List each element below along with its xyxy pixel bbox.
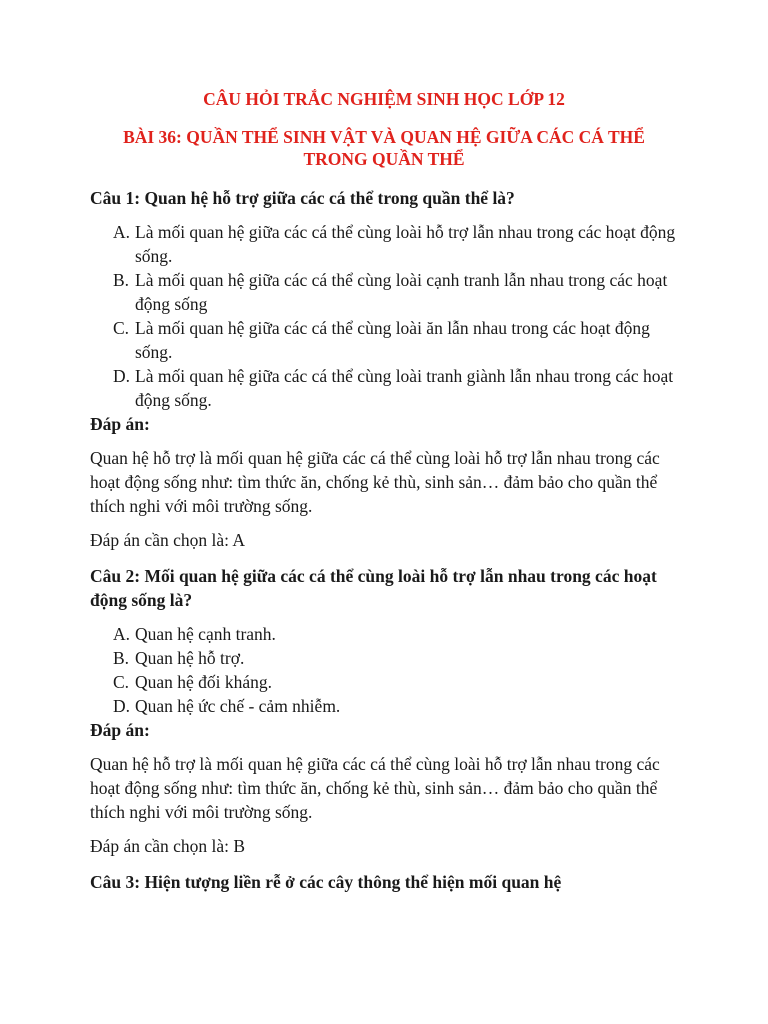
question-2-option-b <box>90 646 678 670</box>
question-1-answer-label: Đáp án: <box>90 414 150 434</box>
document-title: CÂU HỎI TRẮC NGHIỆM SINH HỌC LỚP 12 <box>203 89 565 109</box>
question-1-option-b <box>90 268 678 316</box>
question-2-label: Câu 2: Mối quan hệ giữa các cá thể cùng loài hỗ trợ lẫn nhau trong các hoạt động sống là? <box>90 566 657 610</box>
option-letter: B. <box>113 648 130 668</box>
option-text: Là mối quan hệ giữa các cá thể cùng loài tranh giành lẫn nhau trong các hoạt động sống. <box>135 366 674 410</box>
option-letter: A. <box>113 624 131 644</box>
option-text: Quan hệ ức chế - cảm nhiễm. <box>135 696 341 716</box>
question-2-option-a <box>90 622 678 646</box>
option-letter: B. <box>113 270 130 290</box>
option-text: Là mối quan hệ giữa các cá thể cùng loài cạnh tranh lẫn nhau trong các hoạt động sống <box>135 270 668 314</box>
option-letter: C. <box>113 672 130 692</box>
option-letter: A. <box>113 222 131 242</box>
question-1-option-c <box>90 316 678 364</box>
question-2-explanation: Quan hệ hỗ trợ là mối quan hệ giữa các cá thể cùng loài hỗ trợ lẫn nhau trong các hoạt động sống như: tìm thức ăn, chống kẻ thù, sinh sản… đảm bảo cho quần thể thích nghi với môi trường sống. <box>90 754 660 822</box>
option-text: Quan hệ cạnh tranh. <box>135 624 276 644</box>
lesson-title: BÀI 36: QUẦN THỂ SINH VẬT VÀ QUAN HỆ GIỮA CÁC CÁ THỂ TRONG QUẦN THỂ <box>123 127 645 169</box>
question-2-option-d <box>90 694 678 718</box>
question-1-option-a <box>90 220 678 268</box>
question-2-choice: Đáp án cần chọn là: B <box>90 836 246 856</box>
question-2-options <box>90 622 678 718</box>
option-text: Là mối quan hệ giữa các cá thể cùng loài hỗ trợ lẫn nhau trong các hoạt động sống. <box>135 222 676 266</box>
question-2-answer-label: Đáp án: <box>90 720 150 740</box>
question-3-label: Câu 3: Hiện tượng liền rễ ở các cây thông thể hiện mối quan hệ <box>90 872 562 892</box>
question-3 <box>90 870 678 894</box>
option-letter: C. <box>113 318 130 338</box>
question-2 <box>90 564 678 858</box>
option-letter: D. <box>113 366 131 386</box>
question-1 <box>90 186 678 552</box>
question-1-label: Câu 1: Quan hệ hỗ trợ giữa các cá thể trong quần thể là? <box>90 188 515 208</box>
question-1-choice: Đáp án cần chọn là: A <box>90 530 246 550</box>
question-1-explanation: Quan hệ hỗ trợ là mối quan hệ giữa các cá thể cùng loài hỗ trợ lẫn nhau trong các hoạt động sống như: tìm thức ăn, chống kẻ thù, sinh sản… đảm bảo cho quần thể thích nghi với môi trường sống. <box>90 448 660 516</box>
question-2-option-c <box>90 670 678 694</box>
option-letter: D. <box>113 696 131 716</box>
question-1-options <box>90 220 678 412</box>
option-text: Quan hệ hỗ trợ. <box>135 648 245 668</box>
option-text: Quan hệ đối kháng. <box>135 672 273 692</box>
question-1-option-d <box>90 364 678 412</box>
option-text: Là mối quan hệ giữa các cá thể cùng loài ăn lẫn nhau trong các hoạt động sống. <box>135 318 650 362</box>
